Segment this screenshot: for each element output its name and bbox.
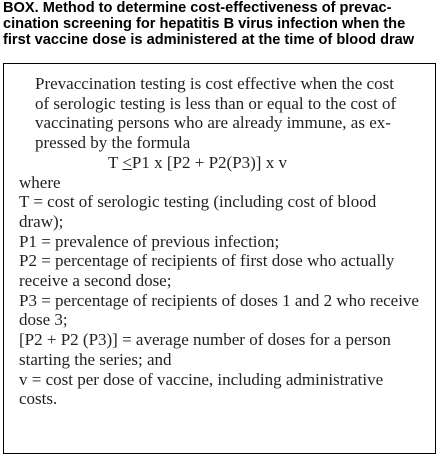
definition-p3	[19, 291, 424, 330]
definition-line: P1 = prevalence of previous infection;	[19, 231, 280, 251]
definition-line: v = cost per dose of vaccine, including administrative	[19, 369, 384, 389]
box-title-line: BOX. Method to determine cost-effectiveness of prevac-	[3, 0, 392, 16]
cost-formula	[108, 153, 424, 173]
definition-line: draw);	[19, 211, 64, 231]
box-title-line: cination screening for hepatitis B virus infection when the	[3, 16, 406, 32]
definition-line: costs.	[19, 389, 58, 409]
intro-line: vaccinating persons who are already immune, as ex-	[35, 113, 391, 133]
definition-average-doses	[19, 330, 424, 369]
definition-line: P2 = percentage of recipients of first dose who actually	[19, 251, 395, 271]
intro-line: of serologic testing is less than or equal to the cost of	[35, 93, 397, 113]
definition-line: P3 = percentage of recipients of doses 1 and 2 who receive	[19, 290, 419, 310]
definition-p1	[19, 232, 424, 252]
intro-line: pressed by the formula	[35, 133, 191, 153]
definition-line: [P2 + P2 (P3)] = average number of doses for a person	[19, 330, 391, 350]
definition-v	[19, 370, 424, 409]
where-label: where	[19, 172, 61, 192]
intro-line: Prevaccination testing is cost effective when the cost	[35, 74, 394, 93]
definition-t	[19, 192, 424, 231]
definition-line: dose 3;	[19, 310, 68, 330]
box-title	[3, 0, 441, 48]
box-title-line: first vaccine dose is administered at the time of blood draw	[3, 32, 415, 48]
box-body	[19, 74, 424, 409]
definition-line: starting the series; and	[19, 349, 172, 369]
formula-rhs: P1 x [P2 + P2(P3)] x v	[131, 152, 287, 172]
definition-line: T = cost of serologic testing (including cost of blood	[19, 192, 377, 212]
formula-lhs: T	[108, 152, 123, 172]
definition-line: receive a second dose;	[19, 271, 172, 291]
intro-paragraph	[19, 74, 424, 153]
definition-p2	[19, 251, 424, 290]
formula-operator: <	[122, 152, 132, 172]
